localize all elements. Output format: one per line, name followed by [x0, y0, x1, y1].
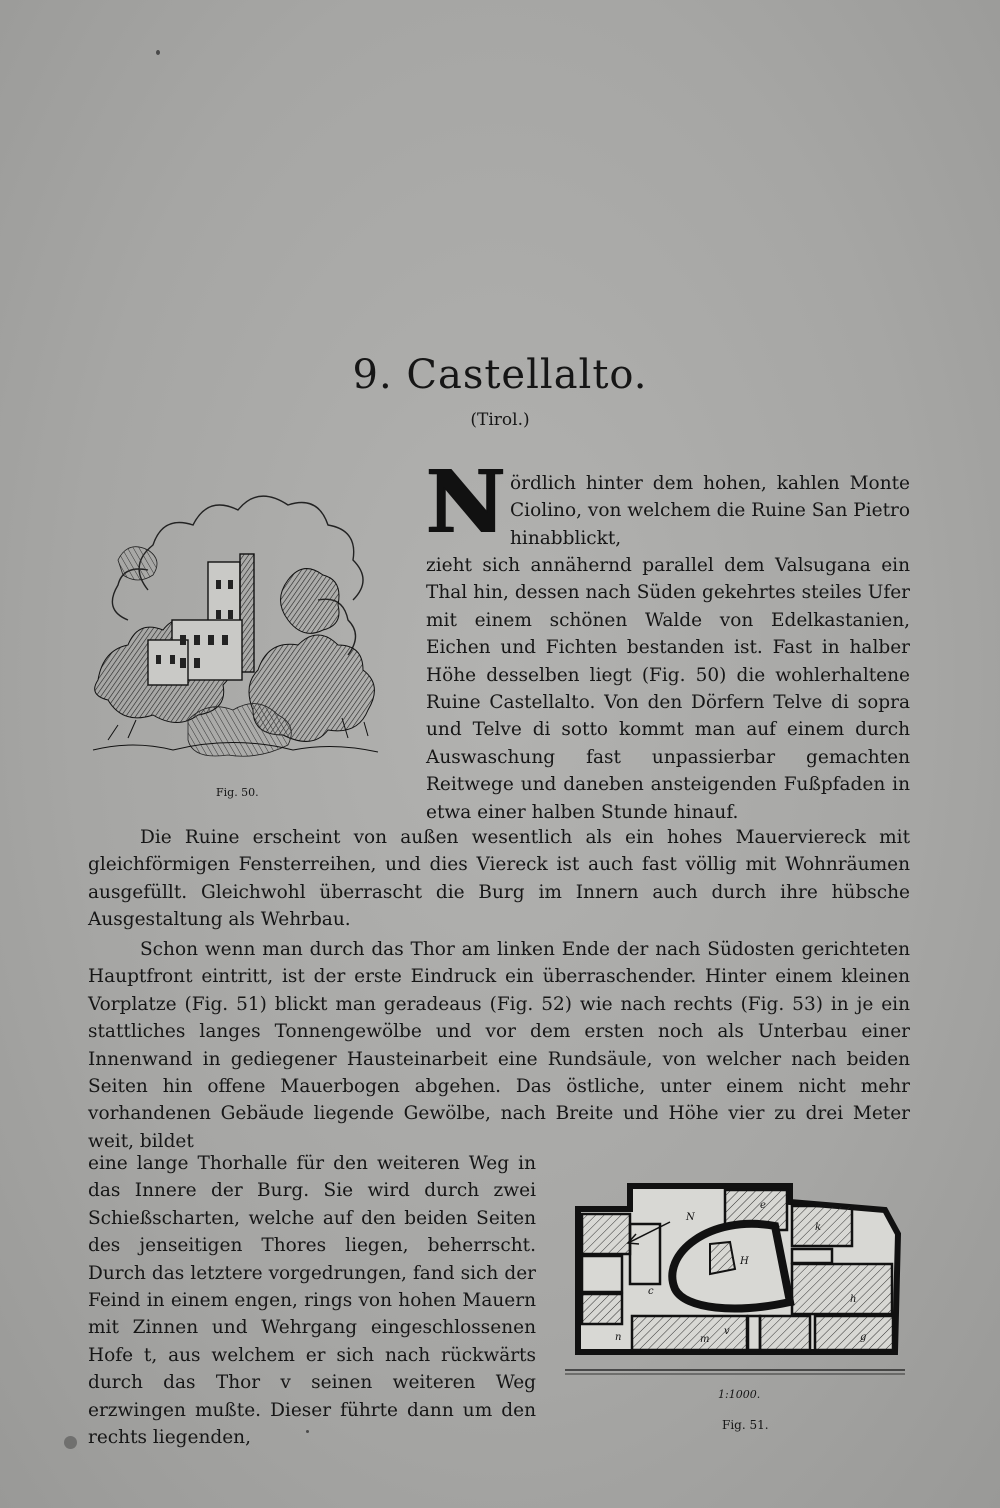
paper-speck — [156, 50, 160, 55]
castle-floor-plan — [560, 1174, 910, 1392]
paper-speck — [64, 1436, 77, 1449]
svg-text:v: v — [724, 1326, 730, 1337]
svg-text:c: c — [648, 1286, 654, 1297]
svg-text:k: k — [815, 1222, 822, 1233]
fig51-caption: Fig. 51. — [722, 1418, 769, 1432]
svg-text:t: t — [745, 1334, 750, 1345]
fig50-caption: Fig. 50. — [216, 786, 259, 799]
castle-ruin-illustration — [88, 470, 388, 770]
svg-text:m: m — [700, 1334, 710, 1345]
chapter-subtitle: (Tirol.) — [470, 410, 530, 430]
intro-paragraph: zieht sich annähernd parallel dem Valsugana ein Thal hin, dessen nach Süden gekehrtes steiles Ufer mit einem schönen Walde von Edelkastanien, Eichen und Fichten bestanden ist. Fast in halber Höhe desselben liegt (Fig. 50) die wohlerhaltene Ruine Castellalto. Von den Dörfern Telve di sopra und Telve di sotto kommt man auf einem durch Auswaschung fast unpassierbar gemachten Reitwege und daneben ansteigenden Fußpfaden in etwa einer halben Stunde hinauf. — [426, 555, 910, 823]
svg-text:e: e — [760, 1200, 766, 1211]
body-paragraph: Schon wenn man durch das Thor am linken Ende der nach Südosten gerichteten Hauptfront eintritt, ist der erste Eindruck ein überraschender. Hinter einem kleinen Vorplatze (Fig. 51) blickt man geradeaus (Fig. 52) wie nach rechts (Fig. 53) in je ein stattliches langes Tonnengewölbe und vor dem ersten noch als Unterbau einer Innenwand in gediegener Hausteinarbeit eine Rundsäule, von welcher nach beiden Seiten hin offene Mauerbogen abgehen. Das östliche, unter einem nicht mehr vorhandenen Gebäude liegende Gewölbe, nach Breite und Höhe vier zu drei Meter weit, bildet — [88, 939, 910, 1152]
svg-text:h: h — [850, 1294, 857, 1305]
fig51-scale: 1:1000. — [718, 1388, 761, 1401]
chapter-title: 9. Castellalto. — [352, 352, 648, 398]
svg-text:g: g — [860, 1332, 867, 1343]
drop-cap-letter: N — [426, 452, 505, 553]
svg-text:N: N — [686, 1212, 695, 1223]
svg-text:H: H — [740, 1256, 749, 1267]
intro-paragraph-first-lines: ördlich hinter dem hohen, kahlen Monte Ciolino, von welchem die Ruine San Pietro hinabblickt, — [510, 473, 910, 549]
svg-text:n: n — [615, 1332, 622, 1343]
body-paragraph: Die Ruine erscheint von außen wesentlich als ein hohes Mauerviereck mit gleichförmigen Fensterreihen, und dies Viereck ist auch fast völlig mit Wohnräumen ausgefüllt. Gleichwohl überrascht die Burg im Innern auch durch ihre hübsche Ausgestaltung als Wehrbau. — [88, 827, 910, 931]
body-paragraph-continued: eine lange Thorhalle für den weiteren Weg in das Innere der Burg. Sie wird durch zwei Schießscharten, welche auf den beiden Seiten des jenseitigen Thores liegen, beherrscht. Durch das letztere vorgedrungen, fand sich der Feind in einem engen, rings von hohen Mauern mit Zinnen und Wehrgang eingeschlossenen Hofe t, aus welchem er sich nach rückwärts durch das Thor v seinen weiteren Weg erzwingen mußte. Dieser führte dann um den rechts liegenden, — [88, 1153, 536, 1449]
